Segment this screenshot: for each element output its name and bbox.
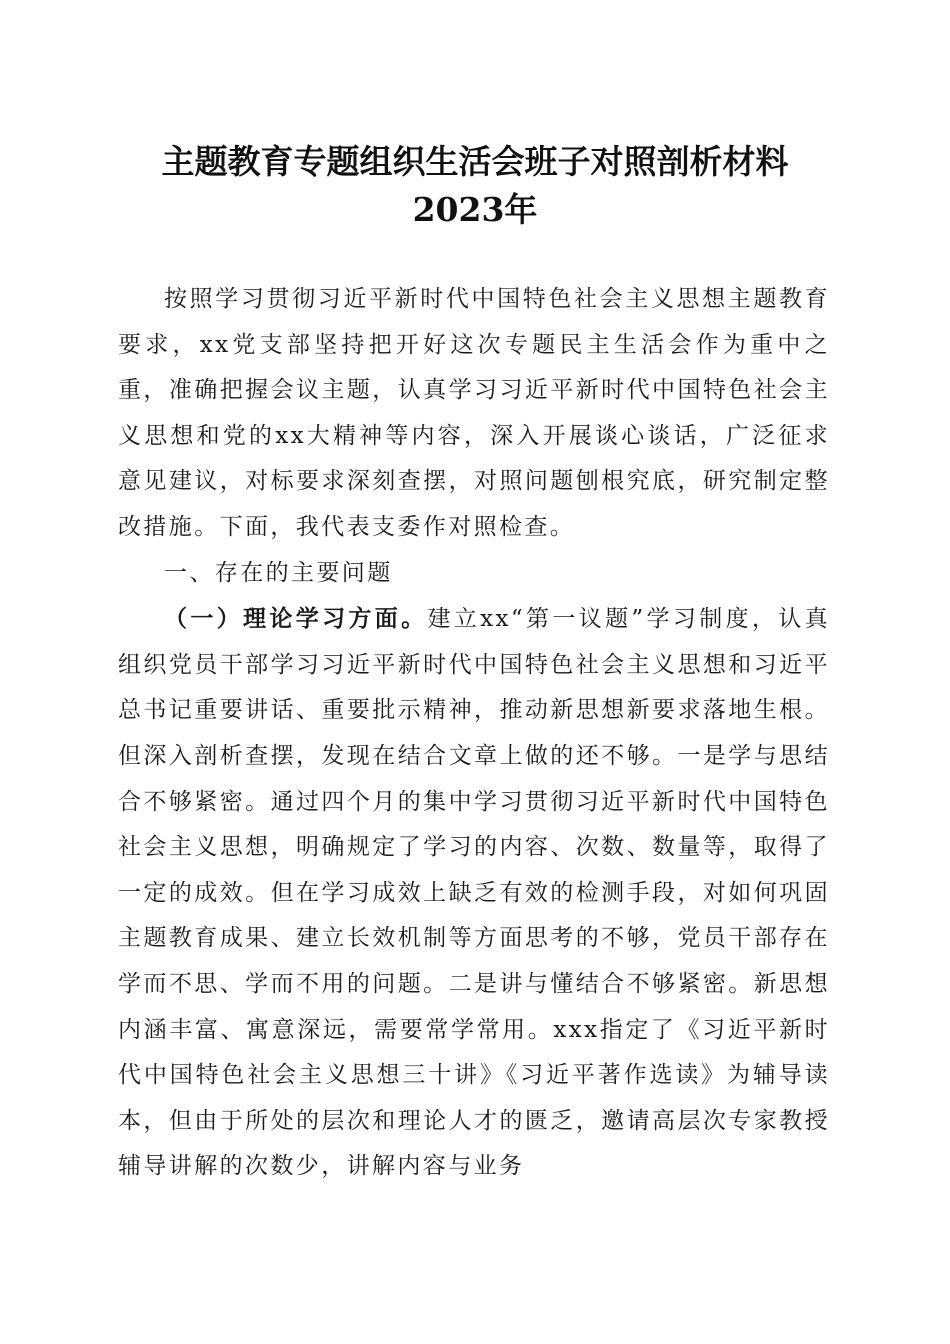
document-body [118,277,830,1190]
intro-paragraph: 按照学习贯彻习近平新时代中国特色社会主义思想主题教育要求，xx党支部坚持把开好这次专题民主生活会作为重中之重，准确把握会议主题，认真学习习近平新时代中国特色社会主义思想和党的xx大精神等内容，深入开展谈心谈话，广泛征求意见建议，对标要求深刻查摆，对照问题刨根究底，研究制定整改措施。下面，我代表支委作对照检查。 [118,286,830,540]
title-line-year: 2023年 [412,190,538,229]
subsection-paragraph [118,596,830,1190]
subsection-text: 建立xx“第一议题”学习制度，认真组织党员干部学习习近平新时代中国特色社会主义思想和习近平总书记重要讲话、重要批示精神，推动新思想新要求落地生根。但深入剖析查摆，发现在结合文章上做的还不够。一是学与思结合不够紧密。通过四个月的集中学习贯彻习近平新时代中国特色社会主义思想，明确规定了学习的内容、次数、数量等，取得了一定的成效。但在学习成效上缺乏有效的检测手段，对如何巩固主题教育成果、建立长效机制等方面思考的不够，党员干部存在学而不思、学而不用的问题。二是讲与懂结合不够紧密。新思想内涵丰富、寓意深远，需要常学常用。xxx指定了《习近平新时代中国特色社会主义思想三十讲》《习近平著作选读》为辅导读本，但由于所处的层次和理论人才的匮乏，邀请高层次专家教授辅导讲解的次数少，讲解内容与业务 [118,606,831,1180]
subsection-lead: （一）理论学习方面。 [164,605,428,633]
title-line-main: 主题教育专题组织生活会班子对照剖析材料 [161,142,789,181]
section-heading: 一、存在的主要问题 [164,559,393,586]
document-title [100,138,850,234]
